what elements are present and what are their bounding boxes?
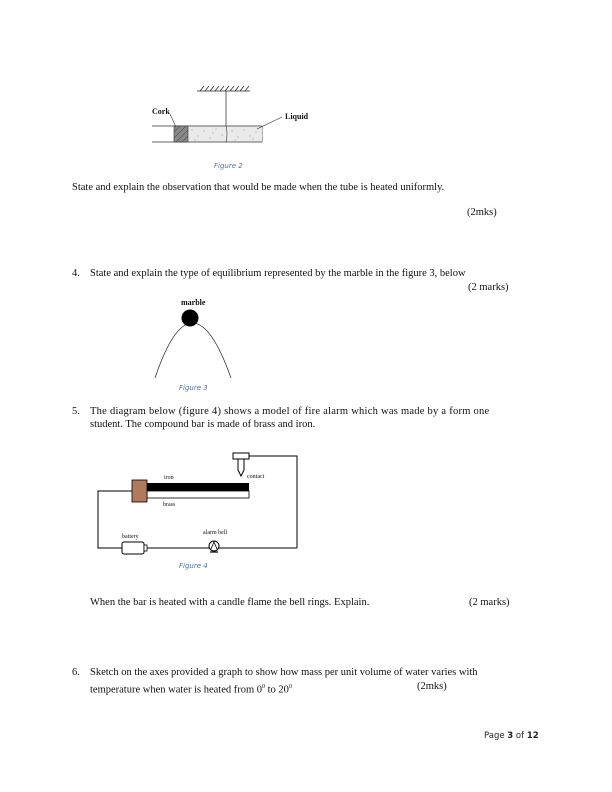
question-6-text-line1: Sketch on the axes provided a graph to show how mass per unit volume of water varies with (90, 667, 478, 678)
question-3-marks: (2mks) (467, 207, 497, 218)
question-4-number: 4. (72, 268, 80, 279)
question-4-text: State and explain the type of equilibrium represented by the marble in the figure 3, below (90, 268, 466, 279)
question-5-marks: (2 marks) (469, 597, 510, 608)
battery-label: battery (122, 534, 139, 540)
figure-4-caption: Figure 4 (179, 562, 208, 570)
superscript-degree-2: 0 (288, 684, 292, 690)
brass-strip (147, 491, 249, 498)
page-current: 3 (507, 731, 514, 741)
question-6-number: 6. (72, 667, 80, 678)
cork-label: Cork (152, 107, 170, 116)
question-5-text-line1: The diagram below (figure 4) shows a model of fire alarm which was made by a form one (90, 406, 490, 417)
question-4-marks: (2 marks) (468, 282, 509, 293)
question-6-text-line2-mid: to 20 (265, 684, 289, 696)
question-6-marks: (2mks) (417, 681, 447, 692)
contact-label: contact (247, 474, 265, 480)
figure-3-caption: Figure 3 (179, 384, 208, 392)
figure-2-caption: Figure 2 (214, 162, 243, 170)
superscript-degree-1: 0 (262, 684, 266, 690)
iron-strip (147, 483, 249, 491)
question-5-number: 5. (72, 406, 80, 417)
clamp-block (132, 480, 147, 502)
marble-label: marble (181, 298, 206, 307)
question-6-text-line2-pre: temperature when water is heated from 0 (90, 684, 263, 696)
page-total: 12 (526, 731, 539, 741)
battery-cell (122, 542, 144, 554)
question-6-text-line2 (90, 681, 292, 697)
page-prefix: Page (484, 731, 508, 741)
question-5-subtext: When the bar is heated with a candle flame the bell rings. Explain. (90, 597, 370, 608)
question-5-text-line2: student. The compound bar is made of brass and iron. (90, 419, 316, 430)
question-3-text: State and explain the observation that would be made when the tube is heated uniformly. (72, 182, 445, 193)
page-number (484, 731, 539, 741)
brass-label: brass (163, 502, 176, 508)
alarm-bell-icon (209, 541, 219, 552)
page-mid: of (513, 731, 527, 741)
iron-label: iron (164, 475, 174, 481)
liquid-label: Liquid (285, 112, 309, 121)
alarm-bell-label: alarm bell (203, 530, 228, 536)
